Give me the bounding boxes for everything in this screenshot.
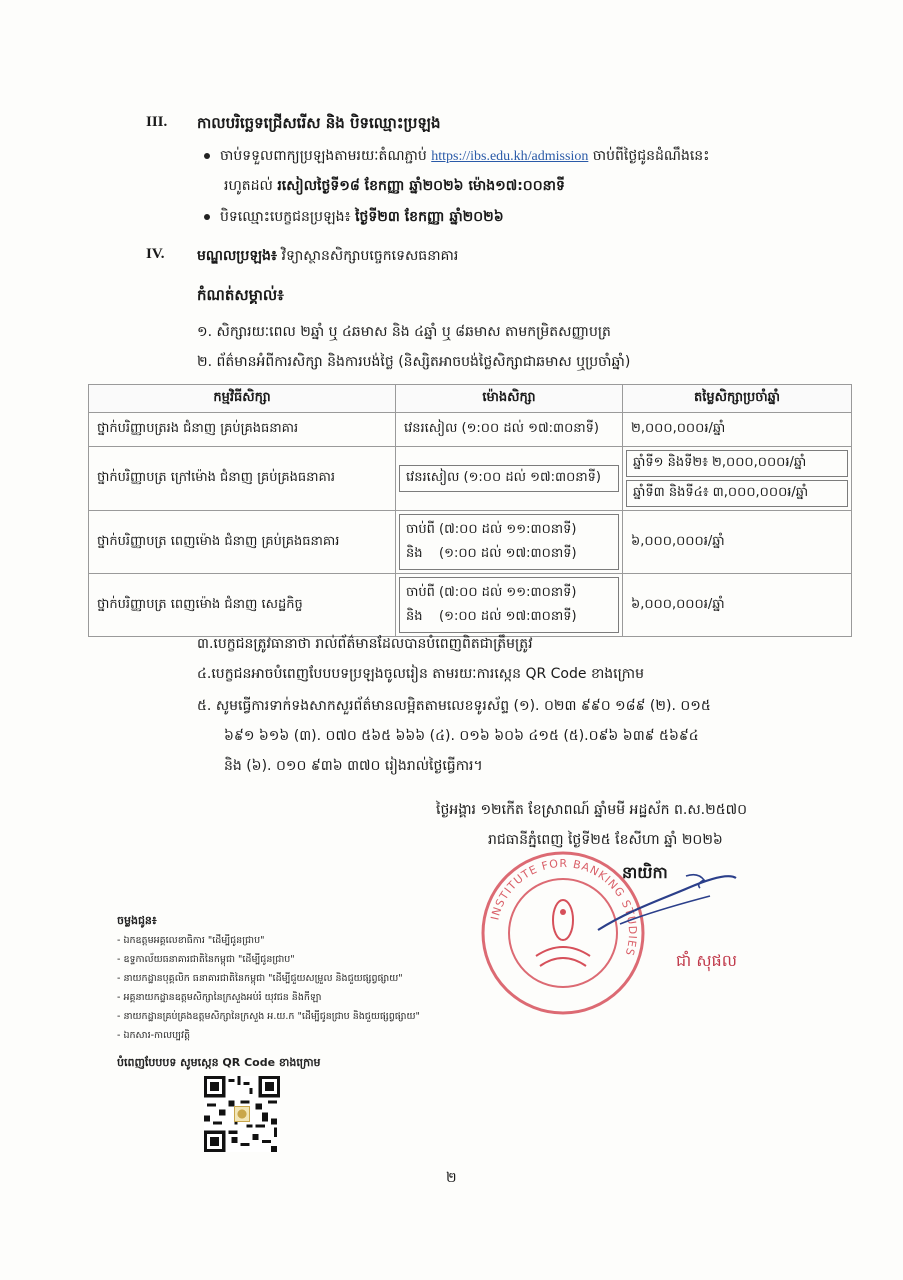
time-line: ចាប់ពី (៧:០០ ដល់ ១១:៣០នាទី) [406,522,577,537]
bullet1-post: ចាប់ពីថ្ងៃជូនដំណឹងនេះ [592,148,710,164]
admission-link[interactable]: https://ibs.edu.kh/admission [431,149,589,164]
table-row [89,574,852,637]
note-item-3: ៣.បេក្ខជនត្រូវធានាថា រាល់ព័ត៌មានដែលបានបំពេញពិតជាត្រឹមត្រូវ [197,636,533,652]
bullet2-text: បិទឈ្មោះបេក្ខជនប្រឡង៖ [220,209,351,225]
time-cell [396,574,623,637]
cc-item: - អគ្គនាយកដ្ឋានឧត្តមសិក្សានៃក្រសួងអប់រំ យុវជន និងកីឡា [117,992,322,1003]
qr-code-icon[interactable] [204,1076,280,1152]
fee-cell [623,447,852,511]
fee-cell: ៦,០០០,០០០៛/ឆ្នាំ [623,511,852,574]
signer-title: នាយិកា [622,863,668,882]
program-cell: ថ្នាក់បរិញ្ញាបត្រ ពេញម៉ោង ជំនាញ គ្រប់គ្រងធនាគារ [89,511,396,574]
bullet-dot-icon [204,214,210,220]
qr-caption: បំពេញបែបបទ សូមស្កេន QR Code ខាងក្រោម [117,1056,321,1069]
issue-date: រាជធានីភ្នំពេញ ថ្ងៃទី២៥ ខែសីហា ឆ្នាំ ២០២៦ [488,832,723,848]
section4-value: វិទ្យាស្ថានសិក្សាបច្ចេកទេសធនាគារ [281,248,459,264]
cc-item: - ឧទ្ទកាល័យធនាគារជាតិនៃកម្ពុជា "ដើម្បីជូនជ្រាប" [117,954,295,965]
note-item-5-line2: ៦៩១ ៦១៦ (៣). ០៧០ ៥៦៥ ៦៦៦ (៤). ០១៦ ៦០៦ ៤១៥ (៥).០៩៦ ៦៣៩ ៥៦៩៤ [224,728,699,744]
section3-bullet-1-line2 [224,176,565,197]
cc-heading: ចម្លងជូន៖ [117,914,157,927]
time-cell [396,447,623,511]
bullet1-line2-pre: រហូតដល់ [224,178,273,194]
time-line: ចាប់ពី (៧:០០ ដល់ ១១:៣០នាទី) [406,585,577,600]
table-row [89,413,852,447]
cc-item: - ឯកសារ-កាលប្បវត្តិ [117,1030,191,1041]
table-header-row [89,385,852,413]
note-item-1: ១. សិក្សារយៈពេល ២ឆ្នាំ ឬ ៤ឆមាស និង ៤ឆ្នាំ ឬ ៨ឆមាស តាមកម្រិតសញ្ញាបត្រ [197,324,611,340]
time-cell [396,511,623,574]
fee-cell: ៦,០០០,០០០៛/ឆ្នាំ [623,574,852,637]
signature-scribble-icon [590,870,740,940]
section3-number: III. [146,114,168,130]
table-row [89,447,852,511]
time-box [399,514,619,570]
program-cell: ថ្នាក់បរិញ្ញាបត្រ ក្រៅម៉ោង ជំនាញ គ្រប់គ្រងធនាគារ [89,447,396,511]
section3-title: កាលបរិច្ឆេទជ្រើសរើស និង បិទឈ្មោះប្រឡង [197,114,441,132]
note-item-4: ៤.បេក្ខជនអាចបំពេញបែបបទប្រឡងចូលរៀន តាមរយៈការស្កេន QR Code ខាងក្រោម [197,666,644,682]
time-box [399,577,619,633]
seal-text: INSTITUTE FOR BANKING STUDIES [488,856,640,958]
section4-number: IV. [146,246,165,262]
section4-title: មណ្ឌលប្រឡង៖ [197,248,278,264]
fee-box: ឆ្នាំទី១ និងទី២៖ ២,០០០,០០០៛/ឆ្នាំ [626,450,848,477]
note-item-5-line3: និង (៦). ០១០ ៩៣៦ ៣៧០ រៀងរាល់ថ្ងៃធ្វើការ។ [224,758,483,774]
header-fee: តម្លៃសិក្សាប្រចាំឆ្នាំ [623,385,852,413]
fee-cell: ២,០០០,០០០៛/ឆ្នាំ [623,413,852,447]
program-cell: ថ្នាក់បរិញ្ញាបត្រ ពេញម៉ោង ជំនាញ សេដ្ឋកិច្ច [89,574,396,637]
cc-item: - នាយកដ្ឋានគ្រប់គ្រងឧត្តមសិក្សានៃក្រសួង អ.យ.ក "ដើម្បីជូនជ្រាប និងជួយផ្សព្វផ្សាយ" [117,1011,420,1022]
time-line: និង (១:០០ ដល់ ១៧:៣០នាទី) [406,609,577,624]
bullet1-text: ចាប់ទទួលពាក្យប្រឡងតាមរយៈតំណភ្ជាប់ [220,148,427,164]
program-cell: ថ្នាក់បរិញ្ញាបត្ររង ជំនាញ គ្រប់គ្រងធនាគារ [89,413,396,447]
close-date-text: ថ្ងៃទី២៣ ខែកញ្ញា ឆ្នាំ២០២៦ [355,209,504,225]
time-cell: វេនរសៀល (១:០០ ដល់ ១៧:៣០នាទី) [396,413,623,447]
page-number: ២ [446,1170,457,1186]
notes-heading: កំណត់សម្គាល់៖ [197,286,284,304]
time-line: និង (១:០០ ដល់ ១៧:៣០នាទី) [406,546,577,561]
signer-name: ជាំ សុផល [676,951,737,970]
section3-bullet-2 [204,207,504,228]
section4-line [197,246,458,267]
time-box: វេនរសៀល (១:០០ ដល់ ១៧:៣០នាទី) [399,465,619,492]
fees-table [88,384,852,637]
cc-item: - ឯកឧត្តមអគ្គលេខាធិការ "ដើម្បីជូនជ្រាប" [117,935,265,946]
header-time: ម៉ោងសិក្សា [396,385,623,413]
note-item-5-line1: ៥. សូមធ្វើការទាក់ទងសាកសួរព័ត៌មានលម្អិតតាមលេខទូរស័ព្ទ (១). ០២៣ ៩៩០ ១៨៩ (២). ០១៥ [197,698,711,714]
deadline-text: រសៀលថ្ងៃទី១៨ ខែកញ្ញា ឆ្នាំ២០២៦ ម៉ោង១៧:០០នាទី [277,178,565,194]
section3-bullet-1 [204,146,709,167]
cc-item: - នាយកដ្ឋានបុគ្គលិក ធនាគារជាតិនៃកម្ពុជា "ដើម្បីជួយសម្រួល និងជួយផ្សព្វផ្សាយ" [117,973,403,984]
table-row [89,511,852,574]
note-item-2: ២. ព័ត៌មានអំពីការសិក្សា និងការបង់ថ្លៃ (និស្សិតអាចបង់ថ្លៃសិក្សាជាឆមាស ឬប្រចាំឆ្នាំ) [197,354,631,370]
bullet-dot-icon [204,153,210,159]
lunar-date: ថ្ងៃអង្គារ ១២កើត ខែស្រាពណ៍ ឆ្នាំមមី អដ្ឋស័ក ព.ស.២៥៧០ [436,802,748,818]
header-program: កម្មវិធីសិក្សា [89,385,396,413]
fee-box: ឆ្នាំទី៣ និងទី៤៖ ៣,០០០,០០០៛/ឆ្នាំ [626,480,848,507]
